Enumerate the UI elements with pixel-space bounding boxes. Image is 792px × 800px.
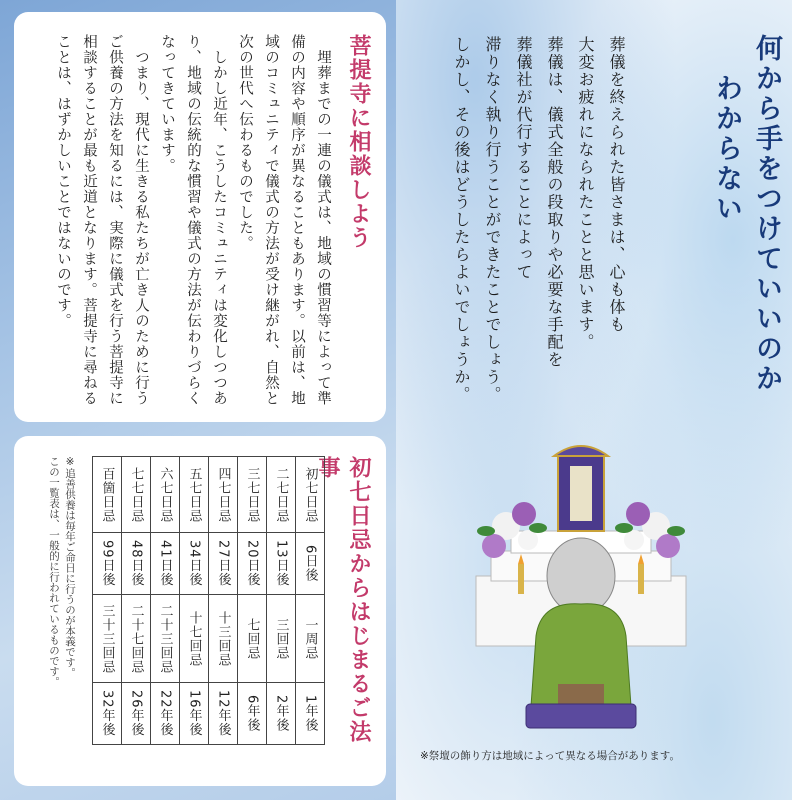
consult-paragraph: つまり、現代に生きる私たちが亡き人のために行うご供養の方法を知るには、実際に儀式を行う菩提寺に相談することが最も近道となります。菩提寺に尋ねることは、はずかしいことではないのです。 [55, 34, 149, 406]
table-cell [151, 457, 180, 533]
table-cell [267, 683, 296, 745]
table-cell [151, 533, 180, 595]
consult-heading: 菩提寺に相談しよう [346, 34, 371, 250]
consult-paragraph: しかし近年、こうしたコミュニティは変化しつつあり、地域の伝統的な慣習や儀式の方法が伝わりづらくなってきています。 [159, 34, 227, 406]
intro-line: 葬儀を終えられた皆さまは、心も体も [607, 36, 626, 334]
cell-text: 6日後 [302, 544, 318, 583]
cell-text: 27日後 [215, 540, 231, 587]
intro-body [446, 36, 632, 466]
altar-caption: ※祭壇の飾り方は地域によって異なる場合があります。 [420, 750, 680, 762]
table-cell [122, 595, 151, 683]
cell-text: 6年後 [244, 694, 260, 733]
cell-text: 十三回忌 [215, 610, 231, 667]
consult-body [18, 34, 336, 414]
table-cell [93, 595, 122, 683]
intro-line: 葬儀社が代行することによって [514, 36, 533, 281]
altar-illustration [466, 436, 696, 736]
cell-text: 13日後 [273, 540, 289, 587]
cell-text: 16年後 [186, 690, 202, 737]
cell-text: 2年後 [273, 694, 289, 733]
table-cell [180, 533, 209, 595]
cell-text: 1年後 [302, 694, 318, 733]
table-cell [296, 595, 325, 683]
cell-text: 十七回忌 [186, 610, 202, 667]
table-cell [238, 595, 267, 683]
table-cell [209, 683, 238, 745]
intro-line: 滞りなく執り行うことができたことでしょう。 [483, 36, 502, 404]
table-cell [209, 595, 238, 683]
table-cell [122, 683, 151, 745]
table-cell [151, 683, 180, 745]
memorial-table [92, 456, 325, 745]
intro-title [706, 34, 786, 594]
table-cell [267, 457, 296, 533]
table-cell [238, 683, 267, 745]
table-cell [238, 533, 267, 595]
cell-text: 99日後 [99, 540, 115, 587]
memorial-notes [46, 456, 78, 756]
table-cell [122, 533, 151, 595]
table-cell [296, 457, 325, 533]
table-cell [93, 683, 122, 745]
intro-title-line: 何から手をつけていいのか [751, 34, 782, 394]
table-cell [151, 595, 180, 683]
cell-text: 二七日忌 [273, 466, 289, 523]
table-cell [180, 683, 209, 745]
cell-text: 三十三回忌 [99, 603, 115, 674]
cell-text: 百箇日忌 [99, 466, 115, 523]
cell-text: 32年後 [99, 690, 115, 737]
cell-text: 六七日忌 [157, 466, 173, 523]
intro-line: 葬儀は、儀式全般の段取りや必要な手配を [545, 36, 564, 369]
cell-text: 四七日忌 [215, 466, 231, 523]
cell-text: 五七日忌 [186, 466, 202, 523]
consult-card [14, 12, 386, 422]
cell-text: 七回忌 [244, 617, 260, 660]
cell-text: 三七日忌 [244, 466, 260, 523]
memorial-heading: 初七日忌からはじまるご法事 [315, 456, 371, 744]
table-cell [209, 457, 238, 533]
cell-text: 二十七回忌 [128, 603, 144, 674]
cell-text: 22年後 [157, 690, 173, 737]
cell-text: 一周忌 [302, 617, 318, 660]
table-cell [267, 533, 296, 595]
table-cell [93, 533, 122, 595]
cell-text: 三回忌 [273, 617, 289, 660]
cell-text: 12年後 [215, 690, 231, 737]
table-cell [238, 457, 267, 533]
memorial-note: ※追善供養は毎年ご命日に行うのが本義です。 [64, 456, 76, 678]
cell-text: 48日後 [128, 540, 144, 587]
intro-line: しかし、その後はどうしたらよいでしょうか。 [452, 36, 471, 404]
cell-text: 41日後 [157, 540, 173, 587]
table-cell [122, 457, 151, 533]
table-cell [267, 595, 296, 683]
cell-text: 二十三回忌 [157, 603, 173, 674]
intro-title-line: わからない [711, 74, 742, 224]
table-cell [296, 533, 325, 595]
cell-text: 七七日忌 [128, 466, 144, 523]
table-cell [180, 595, 209, 683]
table-cell [296, 683, 325, 745]
cell-text: 初七日忌 [302, 466, 318, 523]
cell-text: 34日後 [186, 540, 202, 587]
consult-paragraph: 埋葬までの一連の儀式は、地域の慣習等によって準備の内容や順序が異なることもあります。以前は、地域のコミュニティで儀式の方法が受け継がれ、自然と次の世代へ伝わるものでした。 [237, 34, 331, 406]
intro-line: 大変お疲れになられたことと思います。 [576, 36, 595, 351]
table-cell [93, 457, 122, 533]
table-cell [180, 457, 209, 533]
cell-text: 20日後 [244, 540, 260, 587]
table-cell [209, 533, 238, 595]
cell-text: 26年後 [128, 690, 144, 737]
memorial-note: この一覧表は、一般的に行われているものです。 [48, 456, 60, 687]
